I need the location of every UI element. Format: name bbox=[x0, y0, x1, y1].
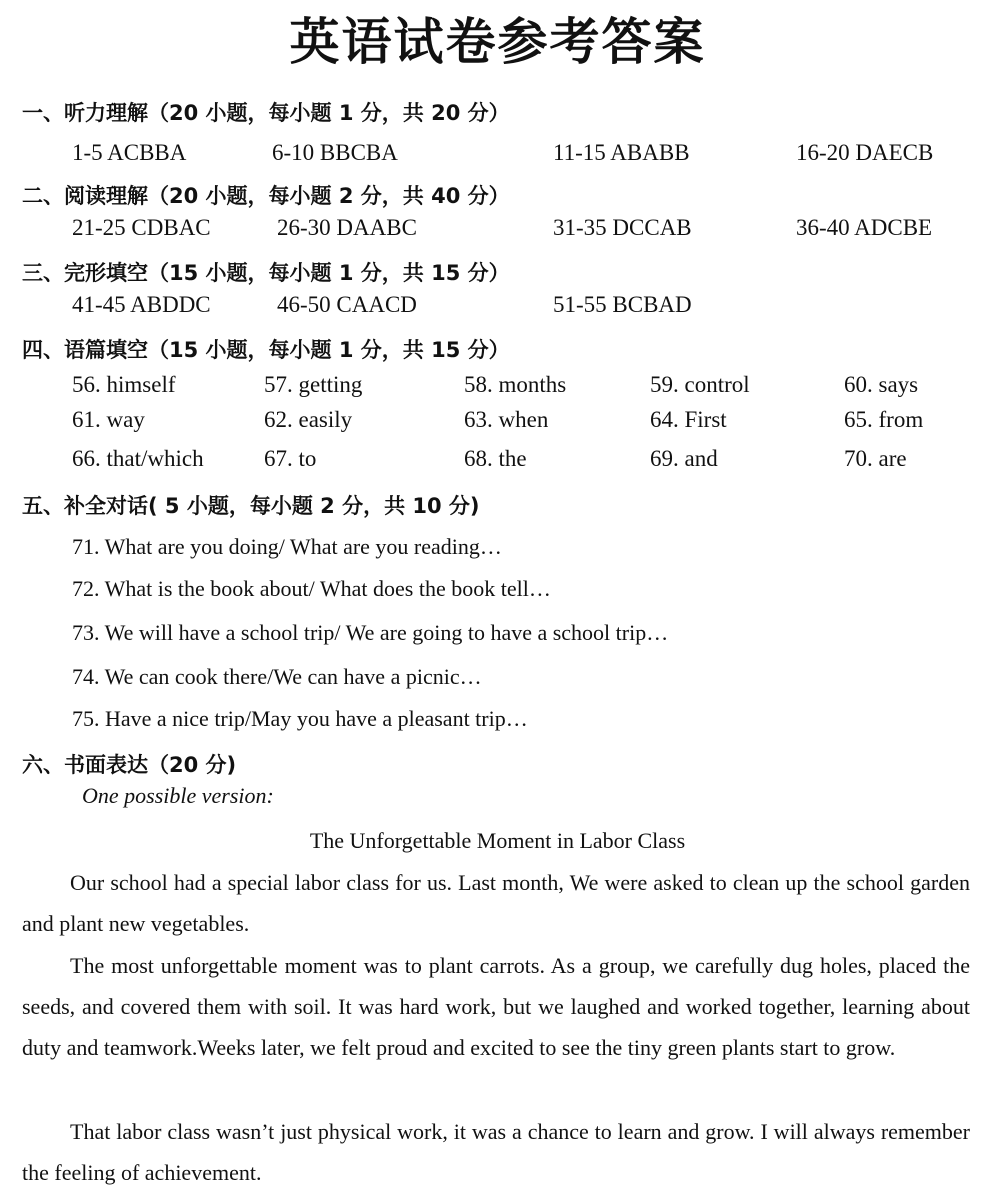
fill-answer: 65. from bbox=[844, 407, 924, 432]
essay-paragraph: The most unforgettable moment was to plant carrots. As a group, we carefully dug holes, placed the seeds, and covered them with soil. It was hard work, but we laughed and worked together, learning about duty and teamwork.Weeks later, we felt proud and excited to see the tiny green plants start to grow. bbox=[22, 953, 970, 1060]
dialogue-answer: 75. Have a nice trip/May you have a pleasant trip… bbox=[72, 706, 528, 731]
answer-group: 11-15 ABABB bbox=[553, 140, 690, 165]
fill-answer: 58. months bbox=[464, 372, 567, 397]
answer-group: 46-50 CAACD bbox=[277, 292, 417, 317]
answer-group: 41-45 ABDDC bbox=[72, 292, 211, 317]
fill-answer: 59. control bbox=[650, 372, 750, 397]
fill-answer: 62. easily bbox=[264, 407, 353, 432]
answer-group: 6-10 BBCBA bbox=[272, 140, 398, 165]
fill-answer: 67. to bbox=[264, 446, 317, 471]
answer-group: 51-55 BCBAD bbox=[553, 292, 692, 317]
section-heading-dialogue: 五、补全对话( 5 小题，每小题 2 分，共 10 分) bbox=[22, 494, 480, 518]
dialogue-answer: 71. What are you doing/ What are you reading… bbox=[72, 534, 502, 559]
section-heading-passage-fill: 四、语篇填空（15 小题，每小题 1 分，共 15 分） bbox=[22, 338, 510, 362]
section-heading-reading: 二、阅读理解（20 小题，每小题 2 分，共 40 分） bbox=[22, 184, 510, 208]
fill-answer: 70. are bbox=[844, 446, 907, 471]
fill-answer: 61. way bbox=[72, 407, 145, 432]
essay-paragraph: Our school had a special labor class for us. Last month, We were asked to clean up the school garden and plant new vegetables. bbox=[22, 870, 970, 936]
section-heading-writing: 六、书面表达（20 分) bbox=[22, 753, 237, 777]
answer-group: 26-30 DAABC bbox=[277, 215, 417, 240]
answer-group: 1-5 ACBBA bbox=[72, 140, 187, 165]
answer-group: 36-40 ADCBE bbox=[796, 215, 933, 240]
dialogue-answer: 74. We can cook there/We can have a picnic… bbox=[72, 664, 482, 689]
essay-title: The Unforgettable Moment in Labor Class bbox=[309, 828, 686, 853]
fill-answer: 69. and bbox=[650, 446, 718, 471]
answer-group: 16-20 DAECB bbox=[796, 140, 934, 165]
fill-answer: 56. himself bbox=[72, 372, 176, 397]
fill-answer: 68. the bbox=[464, 446, 527, 471]
section-heading-listening: 一、听力理解（20 小题，每小题 1 分，共 20 分） bbox=[22, 101, 510, 125]
section-heading-cloze: 三、完形填空（15 小题，每小题 1 分，共 15 分） bbox=[22, 261, 510, 285]
fill-answer: 64. First bbox=[650, 407, 727, 432]
possible-version-label: One possible version: bbox=[82, 783, 274, 808]
fill-answer: 57. getting bbox=[264, 372, 363, 397]
essay-paragraph: That labor class wasn’t just physical work, it was a chance to learn and grow. I will always remember the feeling of achievement. bbox=[22, 1119, 970, 1185]
page-title: 英语试卷参考答案 bbox=[289, 12, 706, 71]
fill-answer: 63. when bbox=[464, 407, 549, 432]
dialogue-answer: 72. What is the book about/ What does the book tell… bbox=[72, 576, 551, 601]
dialogue-answer: 73. We will have a school trip/ We are going to have a school trip… bbox=[72, 620, 669, 645]
fill-answer: 60. says bbox=[844, 372, 919, 397]
answer-group: 21-25 CDBAC bbox=[72, 215, 211, 240]
fill-answer: 66. that/which bbox=[72, 446, 204, 471]
answer-group: 31-35 DCCAB bbox=[553, 215, 692, 240]
